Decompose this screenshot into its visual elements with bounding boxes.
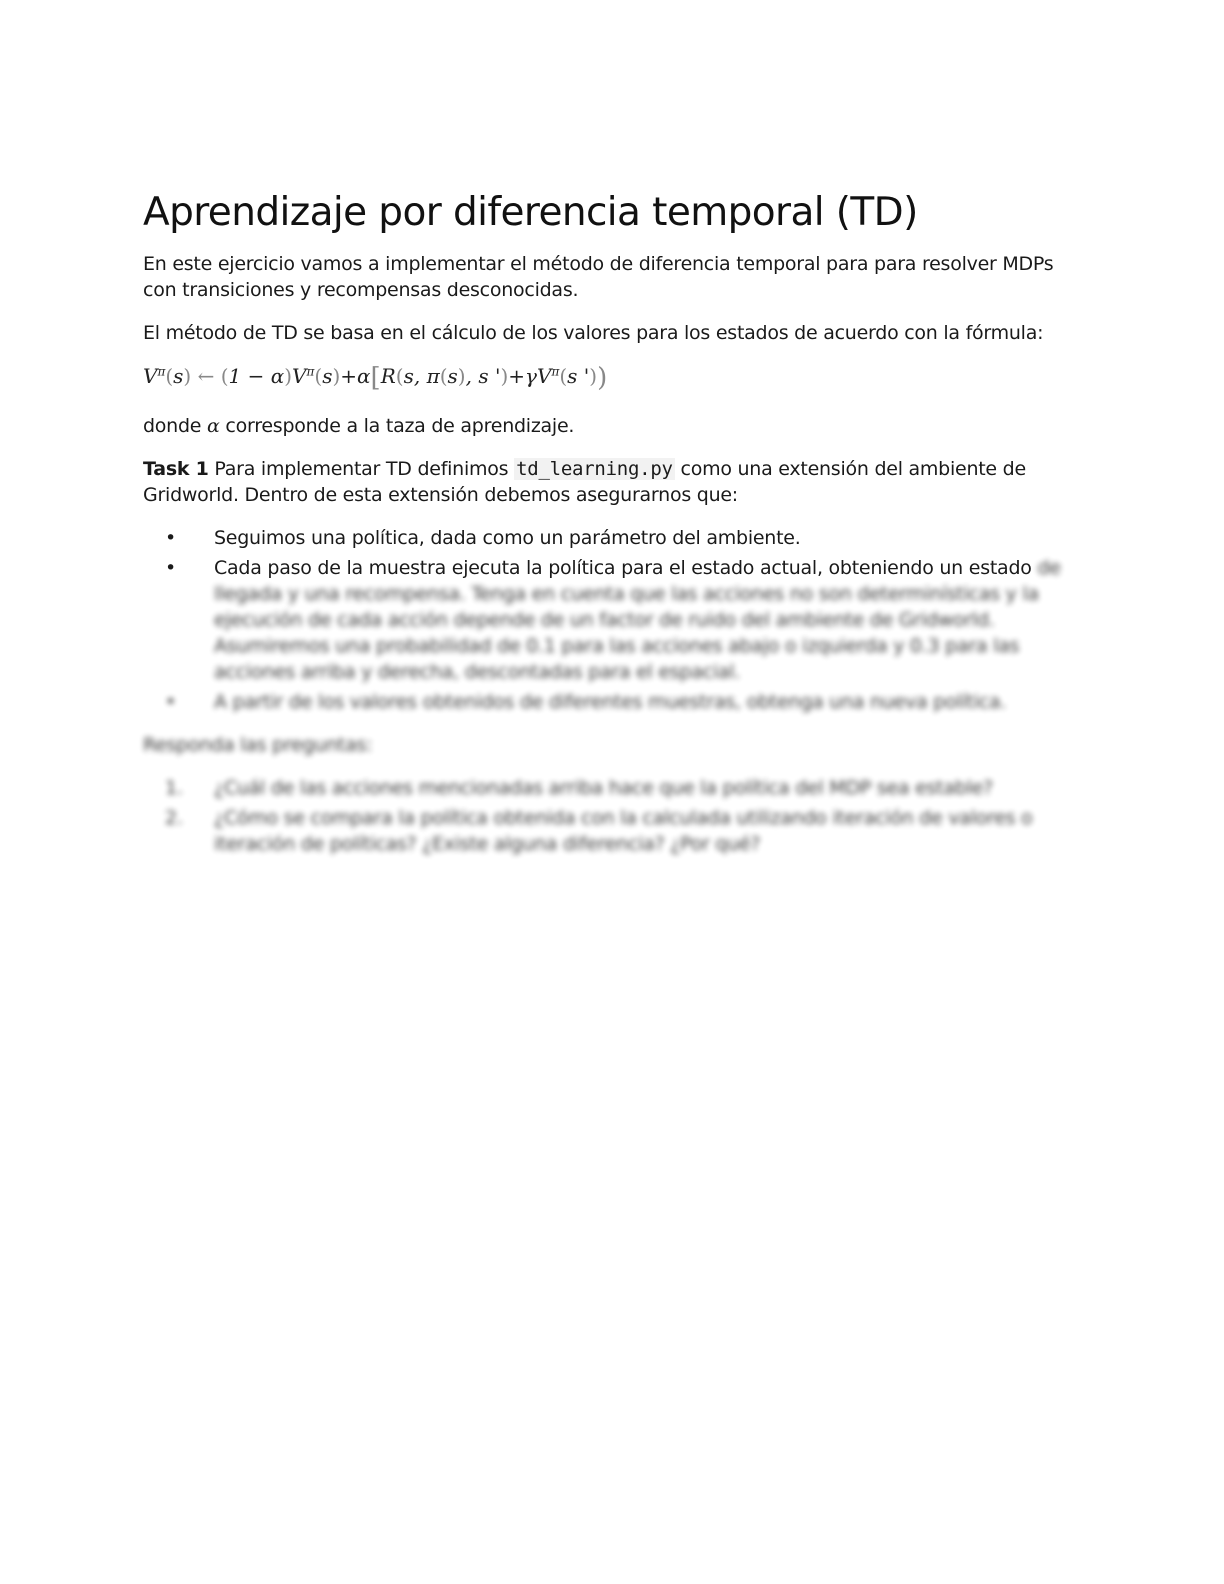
formula-v-3: V bbox=[536, 363, 552, 388]
formula-s-prime-2: s ' bbox=[567, 363, 590, 388]
formula-v: V bbox=[143, 363, 158, 388]
formula-pi-sup-2: π bbox=[306, 364, 315, 379]
formula-arrow: ← bbox=[197, 363, 215, 388]
alpha-symbol: α bbox=[207, 414, 220, 437]
formula-s-4: s bbox=[447, 363, 458, 388]
formula-pi-sup-3: π bbox=[551, 364, 560, 379]
formula-plus-gamma: +γ bbox=[508, 363, 537, 388]
page-title: Aprendizaje por diferencia temporal (TD) bbox=[143, 190, 918, 235]
task-paragraph: Task 1 Para implementar TD definimos td_learning.py como una extensión del ambiente de Gridworld. Dentro de esta extensión debemos asegurarnos que: bbox=[143, 457, 1026, 506]
formula-s-prime: s ' bbox=[478, 363, 501, 388]
requirements-list bbox=[143, 525, 1073, 715]
list-item: • A partir de los valores obtenidos de diferentes muestras, obtenga una nueva política. bbox=[165, 690, 1007, 713]
blurred-text: de llegada y una recompensa. Tenga en cuenta que las acciones no son determinísticas y la ejecución de cada acción depende de un factor de ruido del ambiente de Gridworld. Asumiremos una probabilidad de 0.1 para las acciones abajo o izquierda y 0.3 para las acciones arriba y derecha, descontadas para el espacial. bbox=[214, 556, 1061, 683]
formula-s: s bbox=[173, 363, 184, 388]
document-page bbox=[143, 190, 1073, 874]
formula-intro-paragraph: El método de TD se basa en el cálculo de los valores para los estados de acuerdo con la fórmula: bbox=[143, 321, 1044, 344]
formula-plus-alpha: +α bbox=[340, 363, 371, 388]
td-update-formula: $V^\pi(s)$ ← $(1 - \alpha)V^\pi(s)+\alpha[R(s$, π(s), s ')$+\gamma V^\pi(s$ ')) bbox=[143, 362, 608, 393]
formula-v-2: V bbox=[292, 363, 307, 388]
list-item: • Cada paso de la muestra ejecuta la política para el estado actual, obteniendo un estado de llegada y una recompensa. Tenga en cuenta que las acciones no son determinísticas y la ejecución de cada acción depende de un factor de ruido del ambiente de Gridworld. Asumiremos una probabilidad de 0.1 para las acciones abajo o izquierda y 0.3 para las acciones arriba y derecha, descontadas para el espacial. bbox=[165, 556, 1061, 683]
questions-heading: Responda las preguntas: bbox=[143, 733, 373, 756]
alpha-note: donde α corresponde a la taza de aprendizaje. bbox=[143, 414, 575, 437]
formula-r: R bbox=[380, 363, 396, 388]
formula-s-3: s bbox=[403, 363, 414, 388]
formula-pi: π bbox=[426, 363, 440, 388]
formula-one-minus-alpha: 1 − α bbox=[228, 363, 285, 388]
formula-s-2: s bbox=[322, 363, 333, 388]
task-label: Task 1 bbox=[143, 457, 209, 480]
formula-pi-sup: π bbox=[157, 364, 166, 379]
list-item: 1. ¿Cuál de las acciones mencionadas arriba hace que la política del MDP sea estable? bbox=[165, 776, 993, 799]
questions-list bbox=[143, 775, 1073, 857]
intro-paragraph: En este ejercicio vamos a implementar el método de diferencia temporal para para resolver MDPs con transiciones y recompensas desconocidas. bbox=[143, 252, 1054, 301]
task-filename: td_learning.py bbox=[516, 457, 673, 480]
list-item: 2. ¿Cómo se compara la política obtenida con la calculada utilizando iteración de valores o iteración de políticas? ¿Existe alguna diferencia? ¿Por qué? bbox=[165, 806, 1033, 855]
list-item: • Seguimos una política, dada como un parámetro del ambiente. bbox=[165, 526, 801, 549]
